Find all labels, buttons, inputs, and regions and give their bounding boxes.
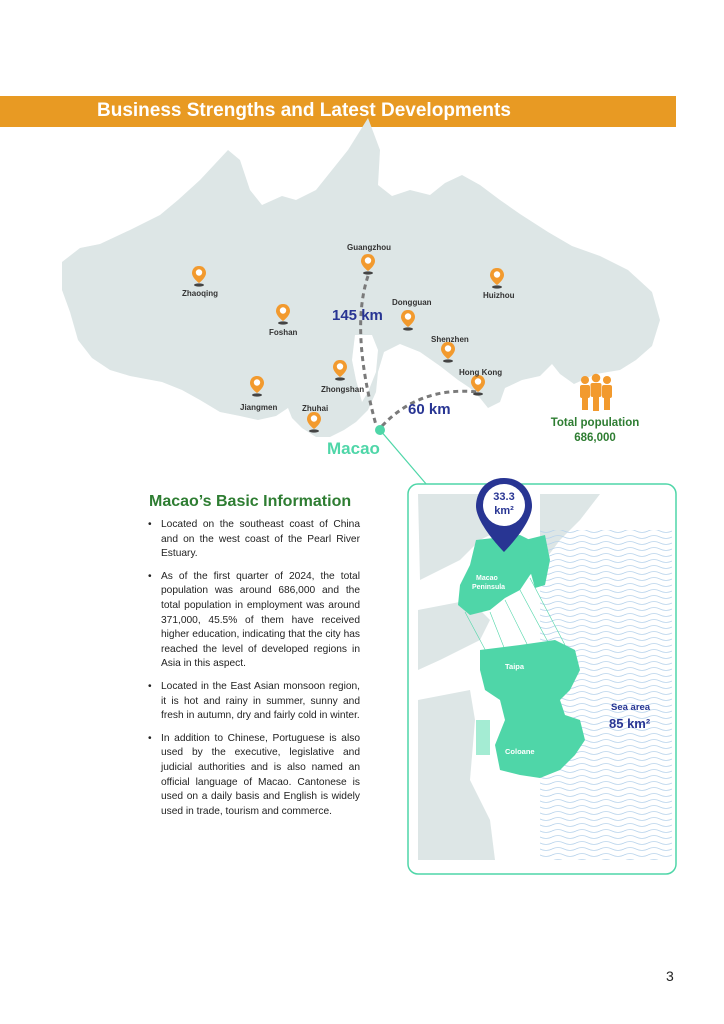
area-value: 33.3 [493, 491, 515, 503]
distance-guangzhou: 145 km [332, 307, 383, 324]
city-label: Hong Kong [459, 368, 503, 377]
macao-label: Macao [327, 439, 380, 458]
banner-title: Business Strengths and Latest Developments [97, 100, 511, 121]
city-label: Dongguan [392, 298, 432, 307]
label-coloane: Coloane [505, 747, 535, 756]
sea-area-value: 85 km² [609, 716, 651, 731]
city-label: Zhaoqing [182, 289, 218, 298]
label-macao-peninsula-2: Peninsula [472, 584, 506, 591]
city-label: Zhongshan [321, 385, 365, 394]
area-unit: km² [494, 505, 514, 517]
city-label: Huizhou [483, 291, 515, 300]
page-number: 3 [666, 968, 674, 984]
population-value: 686,000 [574, 432, 616, 444]
info-title: Macao’s Basic Information [149, 493, 352, 510]
list-item: • Located on the southeast coast of China and on the west coast of the Pearl River Estuary. [148, 518, 360, 562]
city-label: Guangzhou [347, 243, 391, 252]
city-label: Foshan [269, 328, 298, 337]
city-label: Zhuhai [302, 404, 329, 413]
info-list [148, 518, 360, 827]
city-label: Shenzhen [431, 335, 469, 344]
population-label: Total population [550, 417, 640, 429]
label-taipa: Taipa [505, 662, 525, 671]
distance-hongkong: 60 km [408, 401, 451, 418]
people-icon [580, 374, 612, 411]
list-item: • As of the first quarter of 2024, the total population was around 686,000 and the total population in employment was around 371,000, 45.5% of them have received higher education, indicating that the city has reached the level of developed regions in Asia in this aspect. [148, 570, 360, 672]
label-macao-peninsula-1: Macao [476, 575, 498, 582]
population-block [540, 416, 650, 446]
list-item: • Located in the East Asian monsoon region, it is hot and rainy in summer, sunny and fresh in autumn, dry and fairly cold in winter. [148, 680, 360, 724]
sea-area-label: Sea area [611, 702, 651, 713]
city-label: Jiangmen [240, 403, 278, 412]
list-item: • In addition to Chinese, Portuguese is also used by the executive, legislative and judicial authorities and is also named an official language of Macao. Cantonese is used on a daily basis and English is widely used in trade, tourism and commerce. [148, 732, 360, 820]
